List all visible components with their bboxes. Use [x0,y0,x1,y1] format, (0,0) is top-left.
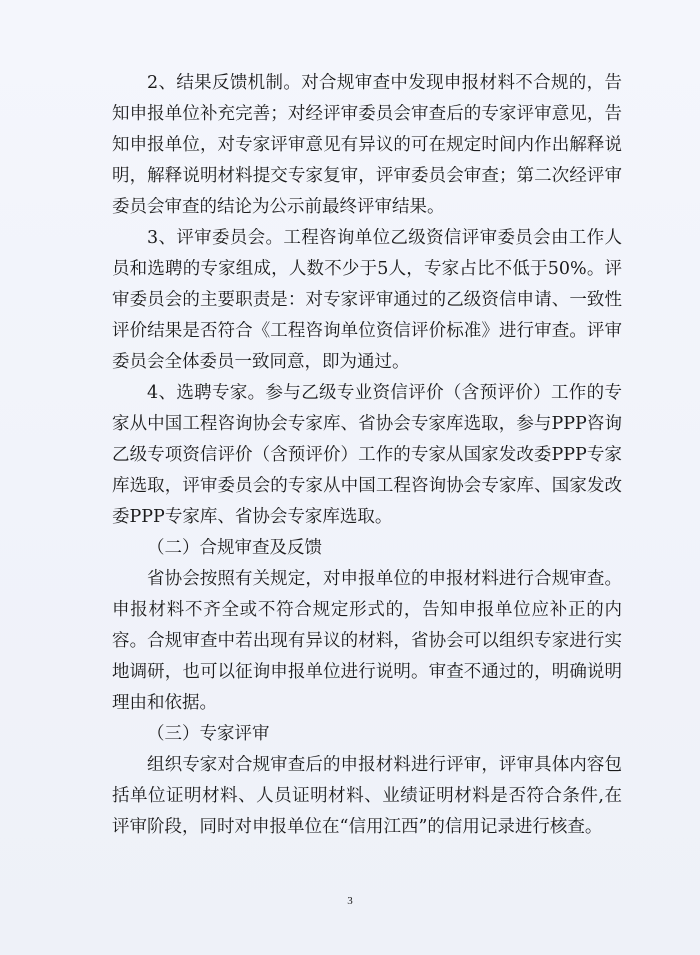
document-body [112,68,622,843]
paragraph-compliance-review: 省协会按照有关规定，对申报单位的申报材料进行合规审查。申报材料不齐全或不符合规定形式的，告知申报单位应补正的内容。合规审查中若出现有异议的材料，省协会可以组织专家进行实地调研，也可以征询申报单位进行说明。审查不通过的，明确说明理由和依据。 [112,569,622,713]
section-heading-compliance: （二）合规审查及反馈 [147,538,322,558]
paragraph-feedback-mechanism: 2、结果反馈机制。对合规审查中发现申报材料不合规的，告知申报单位补充完善；对经评审委员会审查后的专家评审意见，告知申报单位，对专家评审意见有异议的可在规定时间内作出解释说明，解释说明材料提交专家复审，评审委员会审查；第二次经评审委员会审查的结论为公示前最终评审结果。 [112,73,622,217]
paragraph-expert-review: 组织专家对合规审查后的申报材料进行评审，评审具体内容包括单位证明材料、人员证明材料、业绩证明材料是否符合条件,在评审阶段，同时对申报单位在“信用江西”的信用记录进行核查。 [112,755,622,837]
paragraph-select-experts: 4、选聘专家。参与乙级专业资信评价（含预评价）工作的专家从中国工程咨询协会专家库、省协会专家库选取，参与PPP咨询乙级专项资信评价（含预评价）工作的专家从国家发改委PPP专家库选取，评审委员会的专家从中国工程咨询协会专家库、国家发改委PPP专家库、省协会专家库选取。 [112,383,622,527]
paragraph-review-committee: 3、评审委员会。工程咨询单位乙级资信评审委员会由工作人员和选聘的专家组成，人数不少于5人，专家占比不低于50%。评审委员会的主要职责是：对专家评审通过的乙级资信申请、一致性评价结果是否符合《工程咨询单位资信评价标准》进行审查。评审委员会全体委员一致同意，即为通过。 [112,228,622,372]
page-number: 3 [347,895,353,907]
section-heading-expert-review: （三）专家评审 [147,724,270,744]
